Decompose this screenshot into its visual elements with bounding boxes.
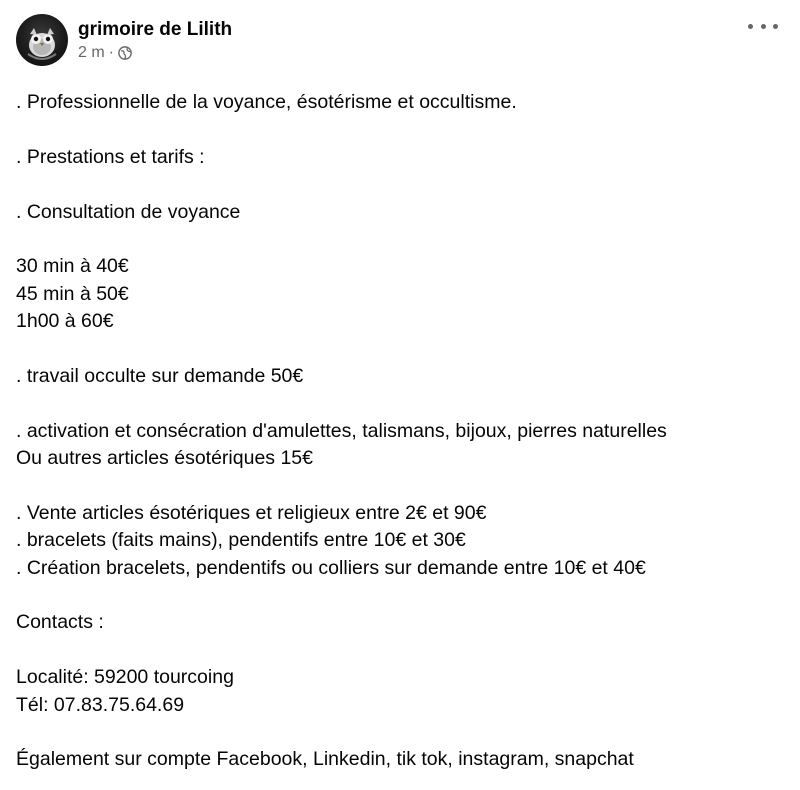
text-line: . travail occulte sur demande 50€ (16, 364, 304, 387)
post-header (16, 14, 232, 66)
text-line: . Consultation de voyance (16, 200, 241, 223)
text-line: . Création bracelets, pendentifs ou colliers sur demande entre 10€ et 40€ (16, 556, 646, 579)
text-line: . Prestations et tarifs : (16, 145, 205, 168)
post-time[interactable]: 2 m (78, 43, 105, 61)
text-line: Également sur compte Facebook, Linkedin, tik tok, instagram, snapchat (16, 748, 634, 771)
text-line: 30 min à 40€ (16, 255, 129, 278)
text-line: Ou autres articles ésotériques 15€ (16, 447, 313, 470)
text-line: . bracelets (faits mains), pendentifs entre 10€ et 30€ (16, 529, 466, 552)
globe-icon[interactable] (118, 46, 132, 60)
avatar[interactable] (16, 14, 68, 66)
separator-dot: · (108, 43, 114, 61)
more-options-icon[interactable] (748, 14, 778, 38)
text-line: Tél: 07.83.75.64.69 (16, 693, 185, 716)
author-name[interactable]: grimoire de Lilith (78, 18, 233, 40)
text-line: Contacts : (16, 611, 104, 634)
owl-avatar-icon (16, 14, 68, 66)
post-subline (78, 43, 232, 63)
text-line: . activation et consécration d'amulettes, talismans, bijoux, pierres naturelles (16, 419, 667, 442)
text-line: . Vente articles ésotériques et religieux entre 2€ et 90€ (16, 501, 487, 524)
text-line: 45 min à 50€ (16, 282, 129, 305)
post-meta (78, 18, 232, 63)
text-line: . Professionnelle de la voyance, ésotérisme et occultisme. (16, 91, 517, 113)
text-line: Localité: 59200 tourcoing (16, 666, 234, 689)
text-line: 1h00 à 60€ (16, 310, 114, 333)
post-text (16, 89, 784, 774)
